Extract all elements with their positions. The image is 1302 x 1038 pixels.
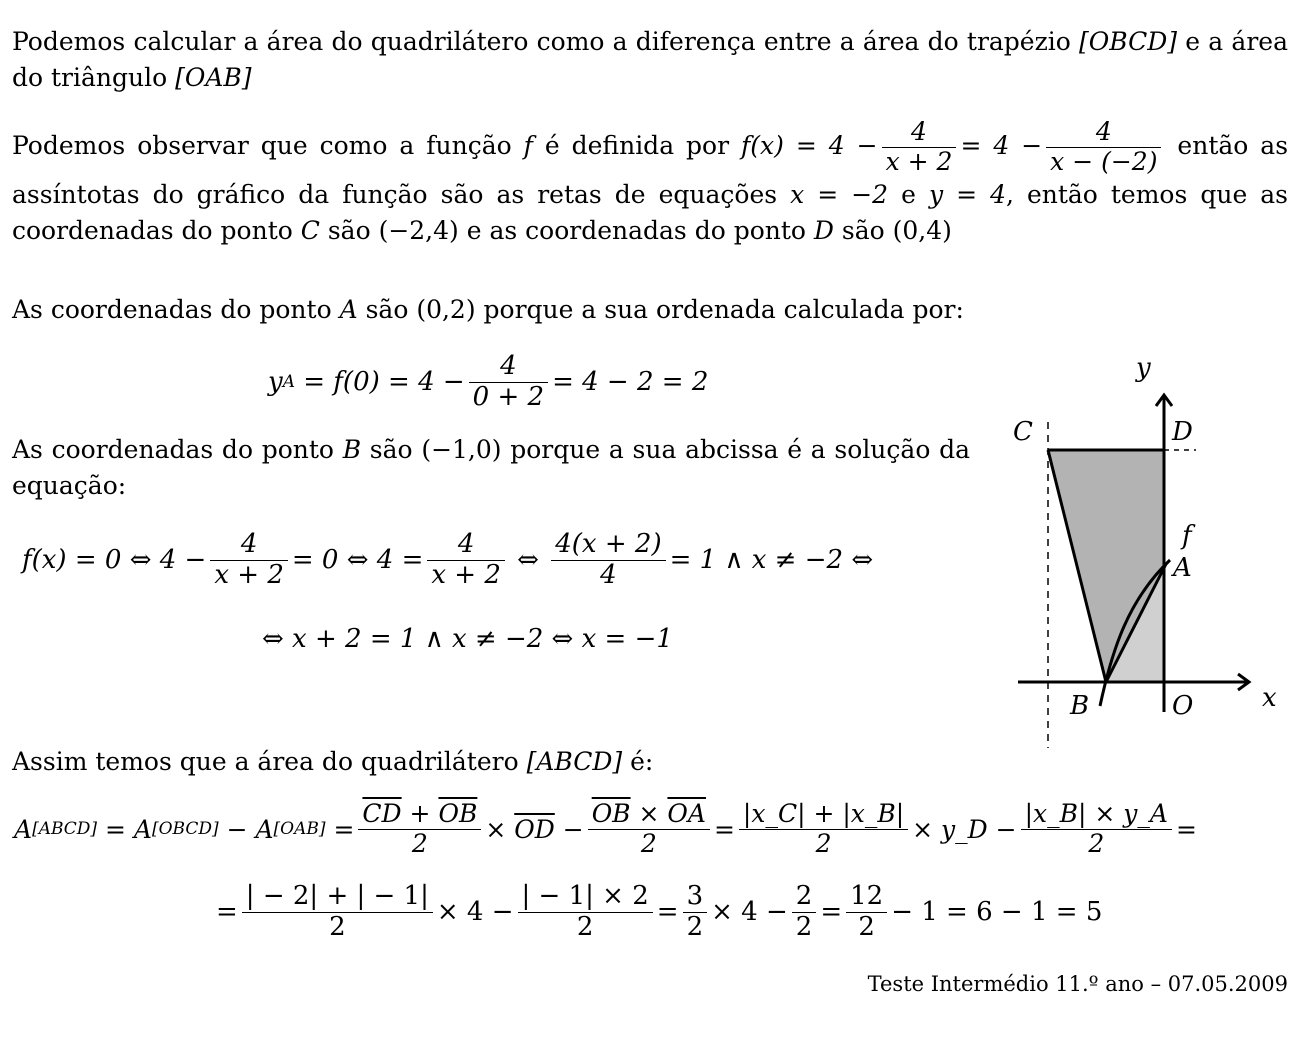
math-c: C — [300, 215, 320, 245]
segment-ob: $\overline{OB}$ — [591, 799, 631, 828]
fraction-numerator: 12 — [846, 882, 887, 913]
math-a: A — [339, 295, 358, 324]
math-expr: = 1 ∧ x ≠ −2 ⇔ — [669, 545, 874, 576]
fraction-numerator: |x_B| × y_A — [1021, 800, 1172, 830]
math-subscript: [ABCD] — [32, 819, 98, 840]
label-a: A — [1173, 553, 1192, 583]
math-expr: = — [820, 897, 843, 928]
fraction — [882, 118, 957, 177]
fraction — [551, 530, 665, 591]
fraction — [469, 352, 548, 413]
paragraph-point-b — [12, 432, 970, 504]
text-segment: Podemos calcular a área do quadrilátero como a diferença entre a área do trapézio — [12, 27, 1080, 56]
math-expr: × 4 − — [436, 897, 514, 928]
equation-b-line2: ⇔ x + 2 = 1 ∧ x ≠ −2 ⇔ x = −1 — [262, 624, 673, 654]
math-expr: + — [401, 799, 439, 828]
fraction-denominator: 2 — [795, 911, 813, 942]
fraction — [518, 882, 653, 943]
math-x-asymptote: x = −2 — [790, 179, 889, 209]
math-expr: = — [1175, 814, 1197, 844]
fraction-denominator: 2 — [686, 911, 704, 942]
fraction-denominator: 2 — [815, 828, 832, 858]
math-fx: f(x) = 4 − — [741, 130, 878, 160]
math-expr: × — [485, 814, 507, 844]
text-segment: é definida por — [532, 130, 742, 160]
text-segment: então as assíntotas do gráfico da função são as retas de equações — [12, 130, 1289, 209]
text-segment: As coordenadas do ponto — [12, 295, 340, 324]
fraction-numerator: 4 — [427, 530, 505, 561]
segment-cd: $\overline{CD}$ — [362, 799, 402, 828]
fraction — [1046, 118, 1161, 177]
label-y: y — [1136, 353, 1151, 383]
paragraph-intro — [12, 24, 1288, 96]
text-segment: são (0,2) porque a sua ordenada calculada por: — [357, 295, 964, 324]
fraction — [210, 530, 288, 591]
fraction-numerator: 4(x + 2) — [551, 530, 665, 561]
segment-ob: $\overline{OB}$ — [438, 799, 478, 828]
fraction — [846, 882, 887, 943]
math-expr: = — [333, 814, 355, 844]
fraction — [792, 882, 817, 943]
math-d: D — [813, 215, 834, 245]
fraction-denominator: 2 — [640, 828, 657, 858]
math-obcd: [OBCD] — [1079, 27, 1178, 56]
math-expr: = — [656, 897, 679, 928]
fraction — [588, 800, 710, 859]
equation-area-line1 — [14, 800, 1197, 859]
fraction-denominator: 2 — [329, 911, 346, 942]
text-segment: e — [888, 179, 929, 209]
fraction-numerator: 4 — [210, 530, 288, 561]
math-f: f — [523, 130, 533, 160]
math-expr: − A — [226, 814, 274, 844]
equation-ya — [268, 352, 708, 413]
fraction-denominator: 0 + 2 — [472, 381, 545, 412]
fraction — [427, 530, 505, 591]
fraction-denominator: x + 2 — [431, 559, 501, 590]
math-b: B — [342, 435, 362, 464]
fraction-denominator: x + 2 — [885, 146, 953, 176]
fraction-denominator: x − (−2) — [1050, 146, 1158, 176]
fraction-numerator — [358, 800, 481, 830]
label-c: C — [1013, 417, 1033, 447]
text-segment: são (−2,4) e as coordenadas do ponto — [319, 215, 814, 245]
fraction-numerator: |x_C| + |x_B| — [739, 800, 908, 830]
math-expr: = f(0) = 4 − — [303, 367, 465, 398]
fraction-denominator: 2 — [411, 828, 428, 858]
math-abcd: [ABCD] — [526, 747, 623, 776]
text-segment: Assim temos que a área do quadrilátero — [12, 747, 527, 776]
text-segment: é: — [622, 747, 654, 776]
fraction-denominator: 2 — [1088, 828, 1105, 858]
math-expr: ⇔ — [517, 545, 539, 576]
fraction-numerator: 3 — [683, 882, 708, 913]
math-expr: × 4 − — [711, 897, 788, 928]
math-oab: [OAB] — [175, 63, 252, 92]
fraction-numerator: 4 — [1046, 118, 1161, 148]
fraction-numerator — [588, 800, 710, 830]
math-subscript: [OAB] — [273, 819, 326, 840]
fraction — [242, 882, 433, 943]
source-credit: Teste Intermédio 11.º ano – 07.05.2009 — [867, 972, 1288, 996]
math-y: y — [268, 367, 283, 398]
math-expr: = — [216, 897, 238, 928]
fraction-numerator: | − 2| + | − 1| — [242, 882, 433, 913]
fraction-denominator: x + 2 — [214, 559, 284, 590]
label-x: x — [1262, 683, 1277, 713]
math-expr: × — [630, 799, 668, 828]
label-d: D — [1172, 417, 1193, 447]
math-expr: − — [562, 814, 584, 844]
text-segment: são (0,4) — [833, 215, 952, 245]
fraction-denominator: 2 — [858, 911, 875, 942]
text-segment: Podemos observar que como a função — [12, 130, 524, 160]
fraction-denominator: 4 — [600, 559, 617, 590]
fraction-numerator: | − 1| × 2 — [518, 882, 653, 913]
fraction — [739, 800, 908, 859]
label-f: f — [1182, 521, 1192, 551]
math-expr: × y_D − — [912, 814, 1017, 844]
geometry-figure — [1000, 350, 1300, 760]
segment-od: $\overline{OD}$ — [514, 814, 555, 844]
math-expr: − 1 = 6 − 1 = 5 — [891, 897, 1103, 928]
math-expr: = A — [105, 814, 152, 844]
paragraph-point-a — [12, 292, 1288, 328]
equation-b-line1 — [22, 530, 873, 591]
paragraph-asymptotes — [12, 118, 1288, 249]
text-segment: As coordenadas do ponto — [12, 435, 343, 464]
text-segment: , então temos que as coordenadas do ponto — [12, 179, 1289, 245]
label-o: O — [1172, 691, 1194, 721]
math-expr: f(x) = 0 ⇔ 4 − — [22, 545, 207, 576]
fraction — [1021, 800, 1172, 859]
equation-area-line2 — [216, 882, 1102, 943]
math-y-asymptote: y = 4 — [928, 179, 1006, 209]
math-expr: = 4 − 2 = 2 — [552, 367, 709, 398]
fraction-numerator: 4 — [882, 118, 957, 148]
fraction — [358, 800, 481, 859]
math-eq: = 4 − — [960, 130, 1043, 160]
text-segment: são (−1,0) porque a sua abcissa é a solução da equação: — [12, 435, 971, 500]
label-b: B — [1070, 691, 1090, 721]
fraction-numerator: 4 — [469, 352, 548, 383]
math-subscript: [OBCD] — [151, 819, 219, 840]
fraction-numerator: 2 — [792, 882, 817, 913]
text-segment: e a área do triângulo — [12, 27, 1288, 92]
math-a: A — [14, 814, 33, 844]
fraction-denominator: 2 — [576, 911, 594, 942]
math-subscript: A — [282, 372, 295, 393]
fraction — [683, 882, 708, 943]
math-expr: = — [713, 814, 735, 844]
math-expr: = 0 ⇔ 4 = — [291, 545, 424, 576]
segment-oa: $\overline{OA}$ — [667, 799, 706, 828]
